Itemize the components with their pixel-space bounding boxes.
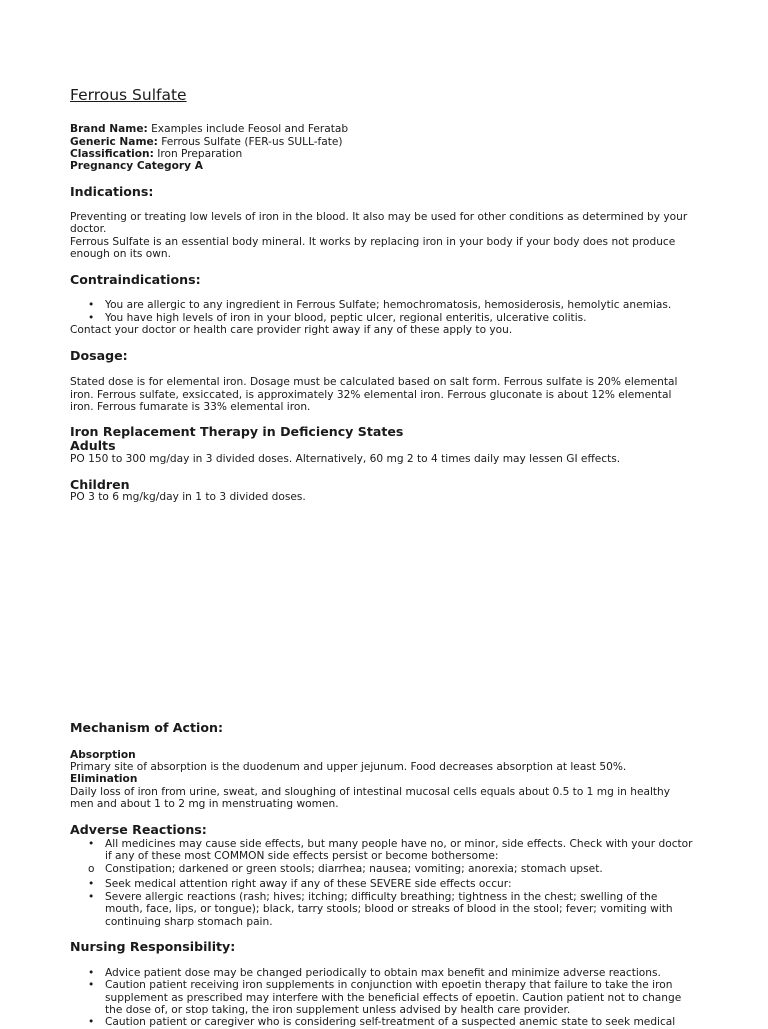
bullet-marker: • [88,312,95,324]
page-title: Ferrous Sulfate [70,86,187,104]
elimination-label: Elimination [70,773,138,785]
nursing-heading: Nursing Responsibility: [70,939,236,954]
absorption-label: Absorption [70,749,136,761]
adverse-item-line: Constipation; darkened or green stools; diarrhea; nausea; vomiting; anorexia; stomach upset. [105,863,603,875]
adverse-item-line: continuing sharp stomach pain. [105,916,273,928]
mechanism-heading: Mechanism of Action: [70,720,224,735]
nursing-item-line: Caution patient receiving iron supplements in conjunction with epoetin therapy that failure to take the iron [105,979,673,991]
nursing-item-line: Caution patient or caregiver who is considering self-treatment of a suspected anemic state to seek medical [105,1016,676,1028]
dosage-heading: Dosage: [70,348,128,363]
children-dose: PO 3 to 6 mg/kg/day in 1 to 3 divided doses. [70,491,306,503]
adverse-item-line: mouth, face, lips, or tongue); black, tarry stools; blood or streaks of blood in the stool; fever; vomiting with [105,903,673,915]
adverse-item-line: All medicines may cause side effects, but many people have no, or minor, side effects. Check with your doctor [105,838,693,850]
nursing-item-line: supplement as prescribed may interfere with the beneficial effects of epoetin. Caution patient not to change [105,992,682,1004]
dosage-line: iron. Ferrous sulfate, exsiccated, is approximately 32% elemental iron. Ferrous gluconate is about 12% elemental [70,389,672,401]
bullet-marker: • [88,967,95,979]
contraindications-heading: Contraindications: [70,272,201,287]
contraindication-item: You are allergic to any ingredient in Ferrous Sulfate; hemochromatosis, hemosiderosis, hemolytic anemias. [105,299,672,311]
dosage-line: iron. Ferrous fumarate is 33% elemental iron. [70,401,311,413]
brand-name-value: Examples include Feosol and Feratab [147,123,349,135]
classification-line [70,148,242,161]
bullet-marker: • [88,838,95,850]
bullet-marker: • [88,299,95,311]
indications-line: Preventing or treating low levels of iron in the blood. It also may be used for other conditions as determined by your [70,211,688,223]
generic-name-value: Ferrous Sulfate (FER-us SULL-fate) [157,136,343,148]
brand-name-line [70,123,348,136]
classification-value: Iron Preparation [153,148,243,160]
adults-dose: PO 150 to 300 mg/day in 3 divided doses. Alternatively, 60 mg 2 to 4 times daily may lessen GI effects. [70,453,621,465]
elimination-line: Daily loss of iron from urine, sweat, and sloughing of intestinal mucosal cells equals about 0.5 to 1 mg in healthy [70,786,671,798]
bullet-marker: • [88,1016,95,1028]
indications-line: enough on its own. [70,248,172,260]
adults-heading: Adults [70,438,116,453]
generic-name-label: Generic Name: [70,136,158,148]
contraindications-note: Contact your doctor or health care provider right away if any of these apply to you. [70,324,513,336]
generic-name-line [70,136,343,149]
nursing-item-line: the dose of, or stop taking, the iron supplement unless advised by health care provider. [105,1004,571,1016]
nursing-item-line: Advice patient dose may be changed periodically to obtain max benefit and minimize adverse reactions. [105,967,661,979]
contraindication-item: You have high levels of iron in your blood, peptic ulcer, regional enteritis, ulcerative colitis. [105,312,587,324]
children-heading: Children [70,477,130,492]
bullet-marker: • [88,878,95,890]
indications-line: Ferrous Sulfate is an essential body mineral. It works by replacing iron in your body if your body does not produce [70,236,676,248]
adverse-item-line: Severe allergic reactions (rash; hives; itching; difficulty breathing; tightness in the chest; swelling of the [105,891,658,903]
sub-bullet-marker: o [88,863,95,875]
brand-name-label: Brand Name: [70,123,148,135]
classification-label: Classification: [70,148,154,160]
adverse-heading: Adverse Reactions: [70,822,207,837]
adverse-item-line: if any of these most COMMON side effects persist or become bothersome: [105,850,499,862]
indications-line: doctor. [70,223,107,235]
adverse-item-line: Seek medical attention right away if any of these SEVERE side effects occur: [105,878,512,890]
pregnancy-category: Pregnancy Category A [70,160,203,172]
bullet-marker: • [88,979,95,991]
indications-heading: Indications: [70,184,154,199]
therapy-heading: Iron Replacement Therapy in Deficiency States [70,424,404,439]
absorption-text: Primary site of absorption is the duodenum and upper jejunum. Food decreases absorption at least 50%. [70,761,627,773]
elimination-line: men and about 1 to 2 mg in menstruating women. [70,798,339,810]
dosage-line: Stated dose is for elemental iron. Dosage must be calculated based on salt form. Ferrous sulfate is 20% elemental [70,376,678,388]
bullet-marker: • [88,891,95,903]
